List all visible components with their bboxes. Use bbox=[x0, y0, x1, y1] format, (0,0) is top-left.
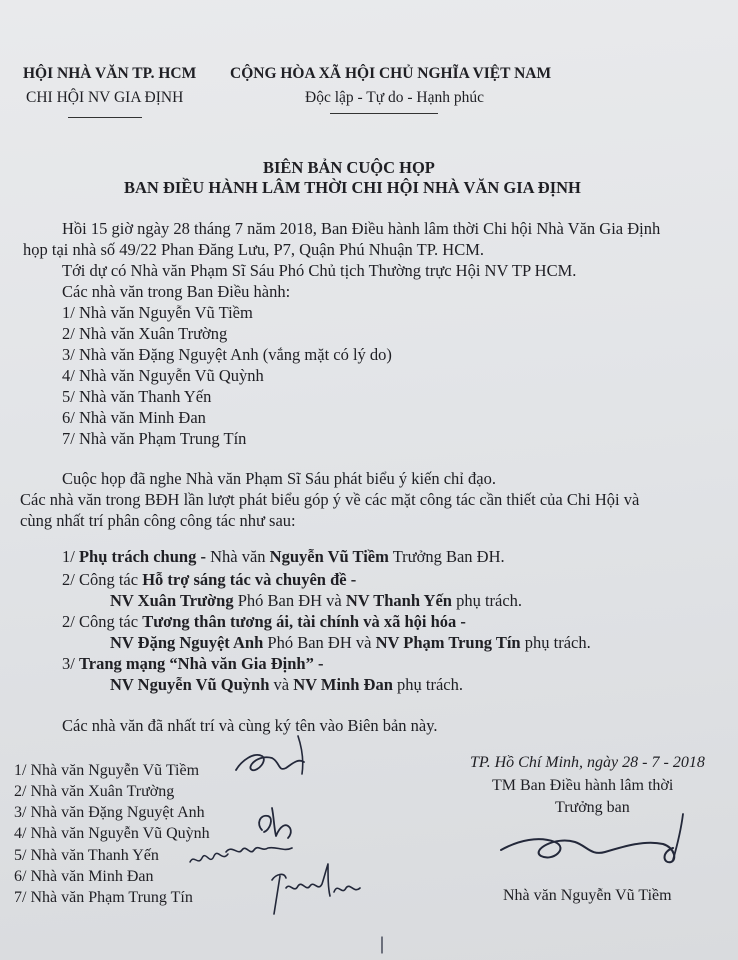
assignment-text: phụ trách. bbox=[524, 633, 591, 652]
member-item: 4/ Nhà văn Nguyễn Vũ Quỳnh bbox=[62, 366, 264, 385]
signer-item: 6/ Nhà văn Minh Đan bbox=[14, 868, 154, 885]
discussion-line-1: Cuộc họp đã nghe Nhà văn Phạm Sĩ Sáu phát biểu ý kiến chỉ đạo. bbox=[62, 469, 496, 488]
assignment-person: NV Thanh Yến bbox=[345, 591, 452, 610]
closing-line: Các nhà văn đã nhất trí và cùng ký tên vào Biên bản này. bbox=[62, 716, 438, 735]
signer-name: Nhà văn Nguyễn Vũ Tiềm bbox=[503, 887, 672, 904]
header-left-org: HỘI NHÀ VĂN TP. HCM bbox=[23, 65, 197, 82]
assignment-text: Nhà văn bbox=[210, 547, 266, 566]
assignment-text: phụ trách. bbox=[397, 675, 463, 694]
assignment-welfare-owners bbox=[110, 633, 591, 653]
assignment-text: Phó Ban ĐH và bbox=[237, 591, 342, 610]
assignment-creative-owners bbox=[110, 591, 522, 611]
assignment-person: Nguyễn Vũ Tiềm bbox=[269, 547, 389, 566]
assignment-number: 2/ Công tác bbox=[62, 612, 139, 631]
discussion-line-3: cùng nhất trí phân công công tác như sau: bbox=[20, 511, 296, 530]
member-item: 5/ Nhà văn Thanh Yến bbox=[62, 387, 212, 406]
doc-subtitle: BAN ĐIỀU HÀNH LÂM THỜI CHI HỘI NHÀ VĂN GIA ĐỊNH bbox=[124, 178, 581, 197]
attendee-line: Tới dự có Nhà văn Phạm Sĩ Sáu Phó Chủ tịch Thường trực Hội NV TP HCM. bbox=[62, 261, 577, 280]
place-date: TP. Hồ Chí Minh, ngày 28 - 7 - 2018 bbox=[470, 754, 705, 771]
position-line: Trưởng ban bbox=[555, 799, 630, 816]
assignment-role: Trưởng Ban ĐH. bbox=[392, 547, 505, 566]
signature-mark bbox=[262, 858, 372, 918]
header-right-rule bbox=[330, 113, 438, 114]
assignment-title: Tương thân tương ái, tài chính và xã hội hóa - bbox=[142, 612, 466, 631]
signer-item: 3/ Nhà văn Đặng Nguyệt Anh bbox=[14, 804, 205, 821]
signature-mark bbox=[495, 810, 715, 880]
header-right-title: CỘNG HÒA XÃ HỘI CHỦ NGHĨA VIỆT NAM bbox=[230, 65, 552, 82]
assignment-welfare bbox=[62, 612, 466, 632]
intro-line-2: họp tại nhà số 49/22 Phan Đăng Lưu, P7, Quận Phú Nhuận TP. HCM. bbox=[23, 240, 485, 259]
on-behalf-line: TM Ban Điều hành lâm thời bbox=[492, 777, 674, 794]
assignment-website-owners bbox=[110, 675, 463, 695]
member-item: 1/ Nhà văn Nguyễn Vũ Tiềm bbox=[62, 303, 253, 322]
assignment-number: 1/ bbox=[62, 547, 75, 566]
member-item: 3/ Nhà văn Đặng Nguyệt Anh (vắng mặt có lý do) bbox=[62, 345, 392, 364]
pen-mark bbox=[378, 935, 388, 955]
assignment-number: 2/ Công tác bbox=[62, 570, 139, 589]
assignment-number: 3/ bbox=[62, 654, 75, 673]
assignment-title: Trang mạng “Nhà văn Gia Định” - bbox=[78, 654, 324, 673]
header-left-rule bbox=[68, 117, 142, 118]
signature-mark bbox=[228, 732, 318, 792]
assignment-creative bbox=[62, 570, 356, 590]
assignment-person: NV Đặng Nguyệt Anh bbox=[110, 633, 264, 652]
header-left-sub: CHI HỘI NV GIA ĐỊNH bbox=[26, 89, 184, 106]
assignment-person: NV Xuân Trường bbox=[110, 591, 234, 610]
member-item: 7/ Nhà văn Phạm Trung Tín bbox=[62, 429, 247, 448]
discussion-line-2: Các nhà văn trong BĐH lần lượt phát biểu góp ý về các mặt công tác cần thiết của Chi Hội và bbox=[20, 490, 640, 509]
assignment-title: Phụ trách chung - bbox=[78, 547, 206, 566]
assignment-text: phụ trách. bbox=[456, 591, 523, 610]
member-item: 6/ Nhà văn Minh Đan bbox=[62, 408, 206, 427]
intro-line-1: Hồi 15 giờ ngày 28 tháng 7 năm 2018, Ban Điều hành lâm thời Chi hội Nhà Văn Gia Định bbox=[62, 219, 661, 238]
assignment-person: NV Nguyễn Vũ Quỳnh bbox=[110, 675, 270, 694]
member-item: 2/ Nhà văn Xuân Trường bbox=[62, 324, 228, 343]
signer-item: 5/ Nhà văn Thanh Yến bbox=[14, 847, 159, 864]
assignment-text: Phó Ban ĐH và bbox=[267, 633, 372, 652]
signer-item: 2/ Nhà văn Xuân Trường bbox=[14, 783, 175, 800]
signer-item: 1/ Nhà văn Nguyễn Vũ Tiềm bbox=[14, 762, 200, 779]
assignment-website bbox=[62, 654, 323, 674]
signer-item: 7/ Nhà văn Phạm Trung Tín bbox=[14, 889, 193, 906]
doc-title: BIÊN BẢN CUỘC HỌP bbox=[263, 158, 435, 177]
board-label: Các nhà văn trong Ban Điều hành: bbox=[62, 282, 291, 301]
assignment-title: Hỗ trợ sáng tác và chuyên đề - bbox=[142, 570, 357, 589]
assignment-general bbox=[62, 547, 505, 567]
assignment-person: NV Phạm Trung Tín bbox=[375, 633, 521, 652]
assignment-text: và bbox=[273, 675, 290, 694]
assignment-person: NV Minh Đan bbox=[293, 675, 393, 694]
signer-item: 4/ Nhà văn Nguyễn Vũ Quỳnh bbox=[14, 825, 210, 842]
header-right-motto: Độc lập - Tự do - Hạnh phúc bbox=[305, 89, 484, 106]
